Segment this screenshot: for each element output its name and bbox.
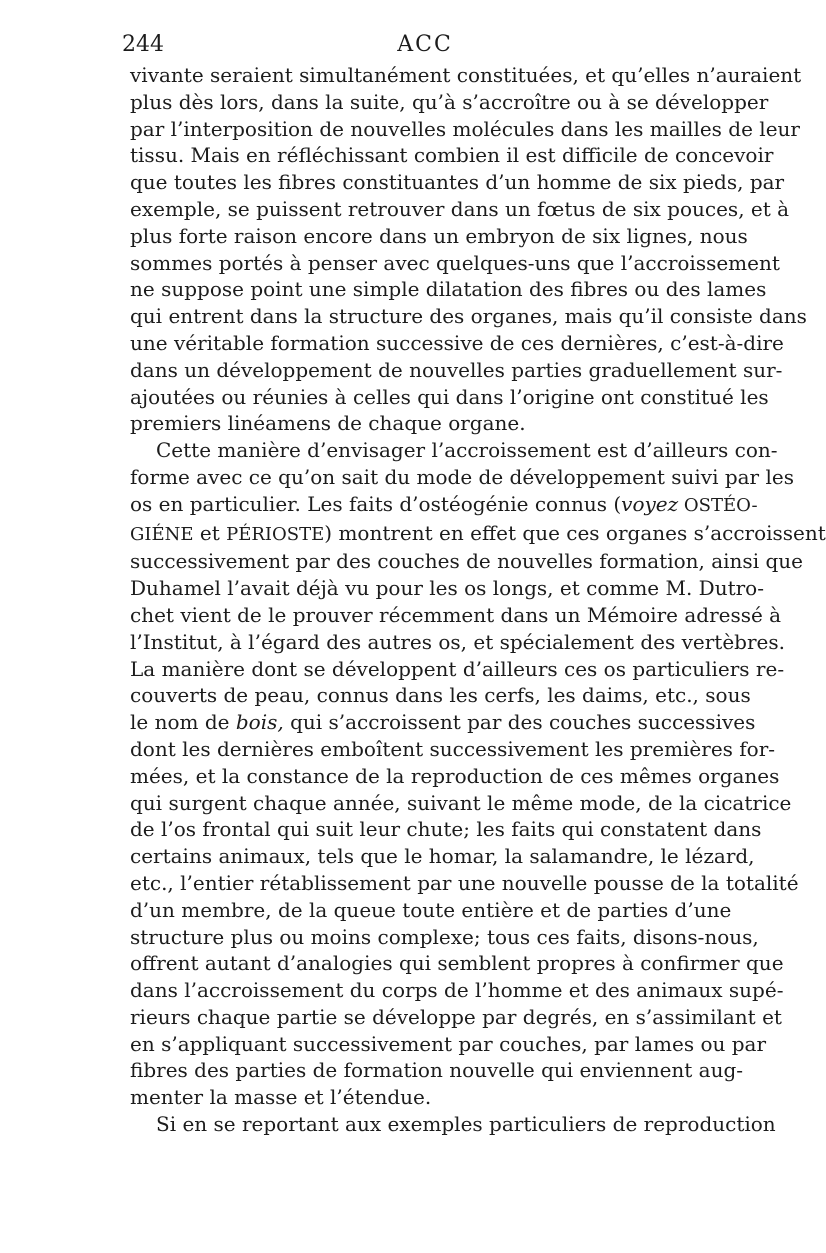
text-line: couverts de peau, connus dans les cerfs, les daims, etc., sous	[130, 683, 751, 708]
text-line	[130, 491, 758, 520]
cross-reference: PÉRIOSTE	[226, 523, 325, 545]
running-head: ACC	[397, 32, 453, 57]
cross-reference: GIÉNE	[130, 523, 194, 545]
text-line: plus forte raison encore dans un embryon de six lignes, nous	[130, 223, 748, 248]
text-run: qui s’accroissent par des couches successives	[283, 710, 756, 735]
text-line	[130, 709, 756, 736]
text-line: qui surgent chaque année, suivant le même mode, de la cicatrice	[130, 790, 792, 815]
text-line: successivement par des couches de nouvelles formation, ainsi que	[130, 549, 803, 574]
text-run: le nom de	[130, 710, 236, 735]
text-line: sommes portés à penser avec quelques-uns que l’accroissement	[130, 250, 780, 275]
text-line: chet vient de le prouver récemment dans un Mémoire adressé à	[130, 602, 782, 627]
text-line: structure plus ou moins complexe; tous ces faits, disons-nous,	[130, 924, 759, 949]
text-line: Cette manière d’envisager l’accroissement est d’ailleurs con-	[156, 438, 778, 463]
text-line: premiers linéamens de chaque organe.	[130, 411, 526, 436]
text-line: exemple, se puissent retrouver dans un fœtus de six pouces, et à	[130, 196, 790, 221]
text-line: par l’interposition de nouvelles molécules dans les mailles de leur	[130, 116, 800, 141]
text-line: mées, et la constance de la reproduction de ces mêmes organes	[130, 763, 780, 788]
text-line: ajoutées ou réunies à celles qui dans l’origine ont constitué les	[130, 384, 769, 409]
text-line: Si en se reportant aux exemples particuliers de reproduction	[156, 1112, 776, 1137]
text-line: vivante seraient simultanément constituées, et qu’elles n’auraient	[130, 63, 802, 87]
body-text	[130, 62, 826, 1138]
cross-reference: OSTÉO-	[678, 494, 758, 516]
text-line: ne suppose point une simple dilatation des fibres ou des lames	[130, 277, 767, 302]
text-line: dans un développement de nouvelles parties graduellement sur-	[130, 357, 783, 382]
text-line: tissu. Mais en réfléchissant combien il est difficile de concevoir	[130, 143, 774, 168]
text-line: dont les dernières emboîtent successivement les premières for-	[130, 736, 776, 761]
text-run: ) montrent en effet que ces organes s’accroissent	[324, 520, 826, 545]
text-line: fibres des parties de formation nouvelle qui enviennent aug-	[130, 1058, 744, 1083]
text-line: Duhamel l’avait déjà vu pour les os longs, et comme M. Dutro-	[130, 576, 764, 601]
text-line: dans l’accroissement du corps de l’homme et des animaux supé-	[130, 978, 784, 1003]
text-run: os en particulier. Les faits d’ostéogénie connus (	[130, 491, 622, 516]
text-line: l’Institut, à l’égard des autres os, et spécialement des vertèbres.	[130, 629, 785, 654]
italic-run: bois,	[235, 710, 284, 735]
italic-run: voyez	[621, 491, 679, 516]
text-line: forme avec ce qu’on sait du mode de développement suivi par les	[130, 464, 794, 489]
page-header	[120, 30, 730, 60]
text-line: une véritable formation successive de ces dernières, c’est-à-dire	[130, 330, 784, 355]
text-line: menter la masse et l’étendue.	[130, 1085, 432, 1110]
text-line	[130, 520, 826, 549]
text-line: rieurs chaque partie se développe par degrés, en s’assimilant et	[130, 1004, 782, 1029]
text-run: et	[193, 520, 227, 545]
text-line: offrent autant d’analogies qui semblent propres à confirmer que	[130, 951, 784, 976]
text-line: d’un membre, de la queue toute entière et de parties d’une	[130, 897, 732, 922]
text-line: etc., l’entier rétablissement par une nouvelle pousse de la totalité	[130, 870, 799, 895]
text-line: qui entrent dans la structure des organes, mais qu’il consiste dans	[130, 304, 807, 329]
text-line: certains animaux, tels que le homar, la salamandre, le lézard,	[130, 844, 755, 869]
text-line: de l’os frontal qui suit leur chute; les faits qui constatent dans	[130, 817, 762, 842]
text-line: La manière dont se développent d’ailleurs ces os particuliers re-	[130, 656, 785, 681]
text-line: que toutes les fibres constituantes d’un homme de six pieds, par	[130, 170, 785, 195]
text-line: plus dès lors, dans la suite, qu’à s’accroître ou à se développer	[130, 89, 769, 114]
text-line: en s’appliquant successivement par couches, par lames ou par	[130, 1031, 767, 1056]
page-number: 244	[122, 32, 164, 57]
